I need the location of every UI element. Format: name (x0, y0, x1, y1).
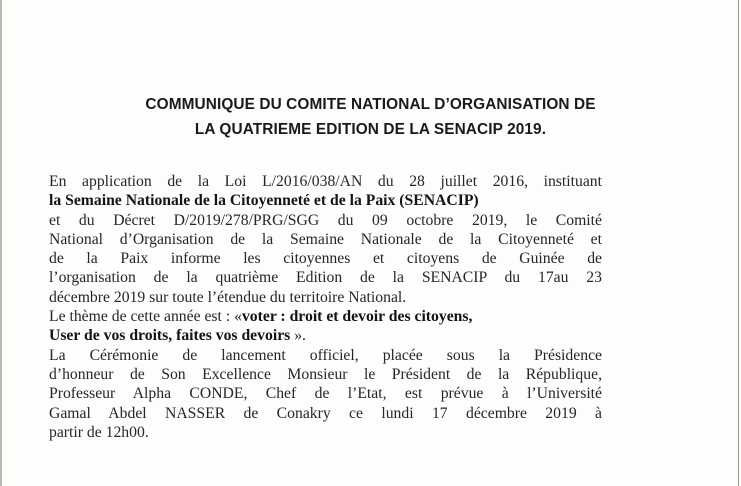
communique-title (30, 92, 711, 142)
paragraph2-line-2 (49, 326, 602, 345)
paragraph1-line-5: de la Paix informe les citoyennes et citoyens de Guinée de (49, 250, 602, 268)
paragraph3-line-4: Gamal Abdel NASSER de Conakry ce lundi 17 décembre 2019 à (49, 404, 602, 422)
title-line-2: LA QUATRIEME EDITION DE LA SENACIP 2019. (194, 121, 547, 138)
paragraph2-line-1 (49, 307, 602, 326)
paragraph-ceremony (49, 346, 602, 442)
paragraph1-line-4: National d’Organisation de la Semaine Nationale de la Citoyenneté et (49, 230, 602, 248)
scan-right-edge (738, 0, 739, 486)
paragraph-theme (49, 307, 602, 346)
theme-closing-quote: ». (290, 327, 306, 345)
title-line-1: COMMUNIQUE DU COMITE NATIONAL D’ORGANISATION DE (145, 96, 596, 113)
theme-bold-text-1: voter : droit et devoir des citoyens, (241, 308, 473, 326)
communique-body (49, 172, 602, 442)
paragraph1-line-3: et du Décret D/2019/278/PRG/SGG du 09 octobre 2019, le Comité (49, 211, 602, 229)
theme-intro-text: Le thème de cette année est : « (49, 308, 242, 326)
paragraph3-line-5: partir de 12h00. (49, 423, 149, 441)
theme-bold-text-2: User de vos droits, faites vos devoirs (49, 327, 291, 345)
paragraph1-line-1: En application de la Loi L/2016/038/AN du 28 juillet 2016, instituant (49, 173, 602, 190)
paragraph-law-reference (49, 172, 602, 307)
scan-left-edge (0, 0, 2, 486)
paragraph1-line-2-senacip: la Semaine Nationale de la Citoyenneté et de la Paix (SENACIP) (49, 192, 479, 210)
paragraph3-line-1: La Cérémonie de lancement officiel, placée sous la Présidence (49, 346, 602, 364)
paragraph3-line-2: d’honneur de Son Excellence Monsieur le Président de la République, (49, 365, 602, 383)
paragraph1-line-7: décembre 2019 sur toute l’étendue du territoire National. (49, 288, 407, 306)
paragraph1-line-6: l’organisation de la quatrième Edition de la SENACIP du 17au 23 (49, 269, 602, 287)
paragraph3-line-3: Professeur Alpha CONDE, Chef de l’Etat, est prévue à l’Université (49, 385, 602, 403)
